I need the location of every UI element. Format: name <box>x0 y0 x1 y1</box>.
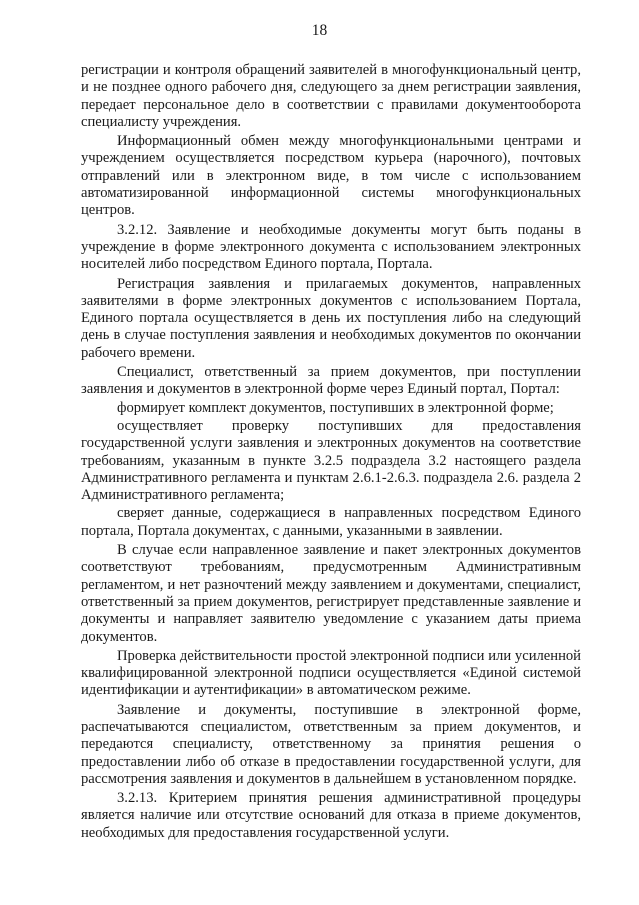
paragraph-5: Специалист, ответственный за прием документов, при поступлении заявления и документов в электронной форме через Единый портал, Портал: <box>81 364 581 398</box>
paragraph-3: 3.2.12. Заявление и необходимые документы могут быть поданы в учреждение в форме электронного документа с использованием электронных носителей либо посредством Единого портала, Портала. <box>81 221 581 273</box>
paragraph-2: Информационный обмен между многофункциональными центрами и учреждением осуществляется посредством курьера (нарочного), почтовых отправлений или в электронном виде, в том числе с использованием автоматизированной информационной системы многофункциональных центров. <box>81 133 581 219</box>
document-body <box>81 62 581 843</box>
paragraph-8: сверяет данные, содержащиеся в направленных посредством Единого портала, Портала документах, с данными, указанными в заявлении. <box>81 505 581 539</box>
page-number: 18 <box>311 22 328 39</box>
paragraph-9: В случае если направленное заявление и пакет электронных документов соответствуют требованиям, предусмотренным Административным регламентом, и нет разночтений между заявлением и документами, специалист, ответственный за прием документов, регистрирует представленные заявление и документы и направляет заявителю уведомление с указанием даты приема документов. <box>81 542 581 645</box>
paragraph-11: Заявление и документы, поступившие в электронной форме, распечатываются специалистом, ответственным за прием документов, и передаются специалисту, ответственному за принятия решения о предоставлении либо об отказе в предоставлении государственной услуги, для рассмотрения заявления и документов в дальнейшем в установленном порядке. <box>81 701 581 787</box>
paragraph-12: 3.2.13. Критерием принятия решения административной процедуры является наличие или отсутствие оснований для отказа в приеме документов, необходимых для предоставления государственной услуги. <box>81 790 581 841</box>
paragraph-10: Проверка действительности простой электронной подписи или усиленной квалифицированной электронной подписи осуществляется «Единой системой идентификации и аутентификации» в автоматическом режиме. <box>81 647 581 699</box>
paragraph-1: регистрации и контроля обращений заявителей в многофункциональный центр, и не позднее одного рабочего дня, следующего за днем регистрации заявления, передает персональное дело в соответствии с правилами документооборота специалисту учреждения. <box>81 62 581 130</box>
paragraph-7: осуществляет проверку поступивших для предоставления государственной услуги заявления и электронных документов на соответствие требованиям, указанным в пункте 3.2.5 подраздела 3.2 настоящего раздела Административного регламента и пунктам 2.6.1-2.6.3. подраздела 2.6. раздела 2 Административного регламента; <box>81 417 581 504</box>
paragraph-4: Регистрация заявления и прилагаемых документов, направленных заявителями в форме электронных документов с использованием Портала, Единого портала осуществляется в день их поступления либо на следующий день в случае поступления заявления и необходимых документов по окончании рабочего времени. <box>81 275 581 361</box>
paragraph-6: формирует комплект документов, поступивших в электронной форме; <box>117 399 554 416</box>
